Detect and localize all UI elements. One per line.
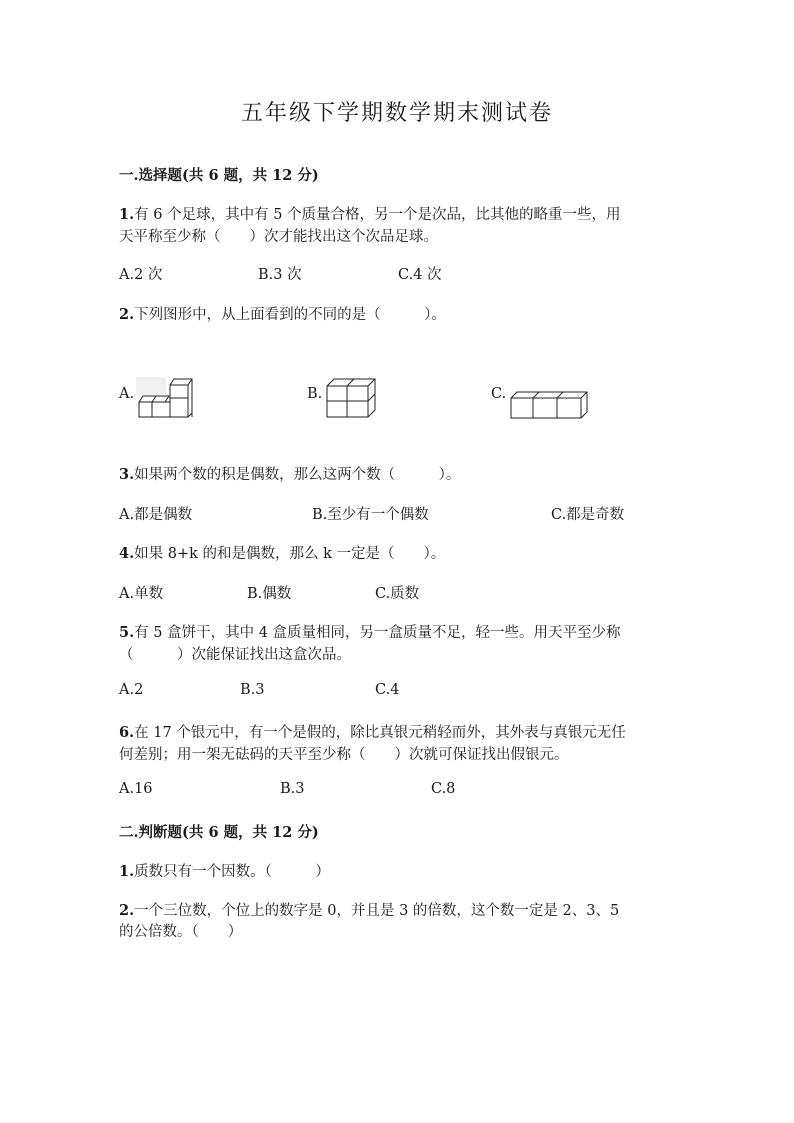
question-text: 如果两个数的积是偶数，那么这两个数（ ）。	[134, 467, 461, 483]
question-5-line-1	[119, 621, 621, 642]
page-title: 五年级下学期数学期末测试卷	[240, 101, 553, 126]
option-c: C.4 次	[398, 267, 442, 283]
question-text: 一个三位数，个位上的数字是 0，并且是 3 的倍数，这个数一定是 2、3、5	[134, 903, 620, 919]
option-c: C.	[491, 386, 507, 402]
option-a: A.单数	[119, 586, 164, 602]
option-a: A.2 次	[119, 267, 163, 283]
question-number: 3.	[119, 466, 135, 483]
option-a: A.16	[119, 781, 153, 797]
cube-figure-b	[325, 377, 377, 419]
question-2-line-1	[119, 303, 446, 324]
question-text: 有 5 盒饼干，其中 4 盒质量相同，另一盒质量不足，轻一些。用天平至少称	[134, 625, 621, 641]
question-number: 2.	[119, 902, 135, 919]
option-b: B.至少有一个偶数	[312, 507, 429, 523]
question-text: 质数只有一个因数。（ ）	[134, 864, 330, 880]
question-number: 5.	[119, 624, 135, 641]
option-b: B.3	[280, 781, 305, 797]
option-c: C.8	[431, 781, 456, 797]
question-5-line-2: （ ）次能保证找出这盒次品。	[119, 647, 351, 663]
question-number: 1.	[119, 863, 135, 880]
question-6-line-2: 何差别；用一架无砝码的天平至少称（ ）次就可保证找出假银元。	[119, 747, 569, 763]
option-c: C.都是奇数	[551, 507, 625, 523]
question-text: 有 6 个足球，其中有 5 个质量合格，另一个是次品，比其他的略重一些，用	[134, 207, 621, 223]
question-text: 下列图形中，从上面看到的不同的是（ ）。	[134, 307, 446, 323]
cube-figure-c	[509, 390, 589, 420]
question-4-line-1	[119, 542, 445, 563]
option-b: B.3 次	[258, 267, 302, 283]
question-number: 6.	[119, 724, 135, 741]
option-c: C.4	[375, 682, 400, 698]
question-1-line-1	[119, 203, 621, 224]
question-text: 在 17 个银元中，有一个是假的，除比真银元稍轻而外，其外表与真银元无任	[134, 725, 626, 741]
question-number: 4.	[119, 545, 135, 562]
judgment-2-line-1	[119, 899, 619, 920]
question-1-line-2: 天平称至少称（ ）次才能找出这个次品足球。	[119, 229, 438, 245]
judgment-2-line-2: 的公倍数。（ ）	[119, 924, 243, 940]
cube-figure-a	[136, 377, 194, 419]
option-a: A.2	[119, 682, 144, 698]
option-c: C.质数	[375, 586, 420, 602]
judgment-1-line-1	[119, 860, 330, 881]
option-b: B.3	[240, 682, 265, 698]
option-b: B.偶数	[247, 586, 292, 602]
section-heading-choice: 一.选择题(共 6 题，共 12 分)	[119, 167, 319, 184]
question-number: 2.	[119, 306, 135, 323]
option-a: A.	[119, 386, 135, 402]
question-text: 如果 8+k 的和是偶数，那么 k 一定是（ ）。	[134, 546, 446, 562]
option-b: B.	[307, 386, 323, 402]
question-3-line-1	[119, 463, 460, 484]
option-a: A.都是偶数	[119, 507, 193, 523]
question-6-line-1	[119, 721, 626, 742]
question-number: 1.	[119, 206, 135, 223]
section-heading-judgment: 二.判断题(共 6 题，共 12 分)	[119, 824, 319, 841]
